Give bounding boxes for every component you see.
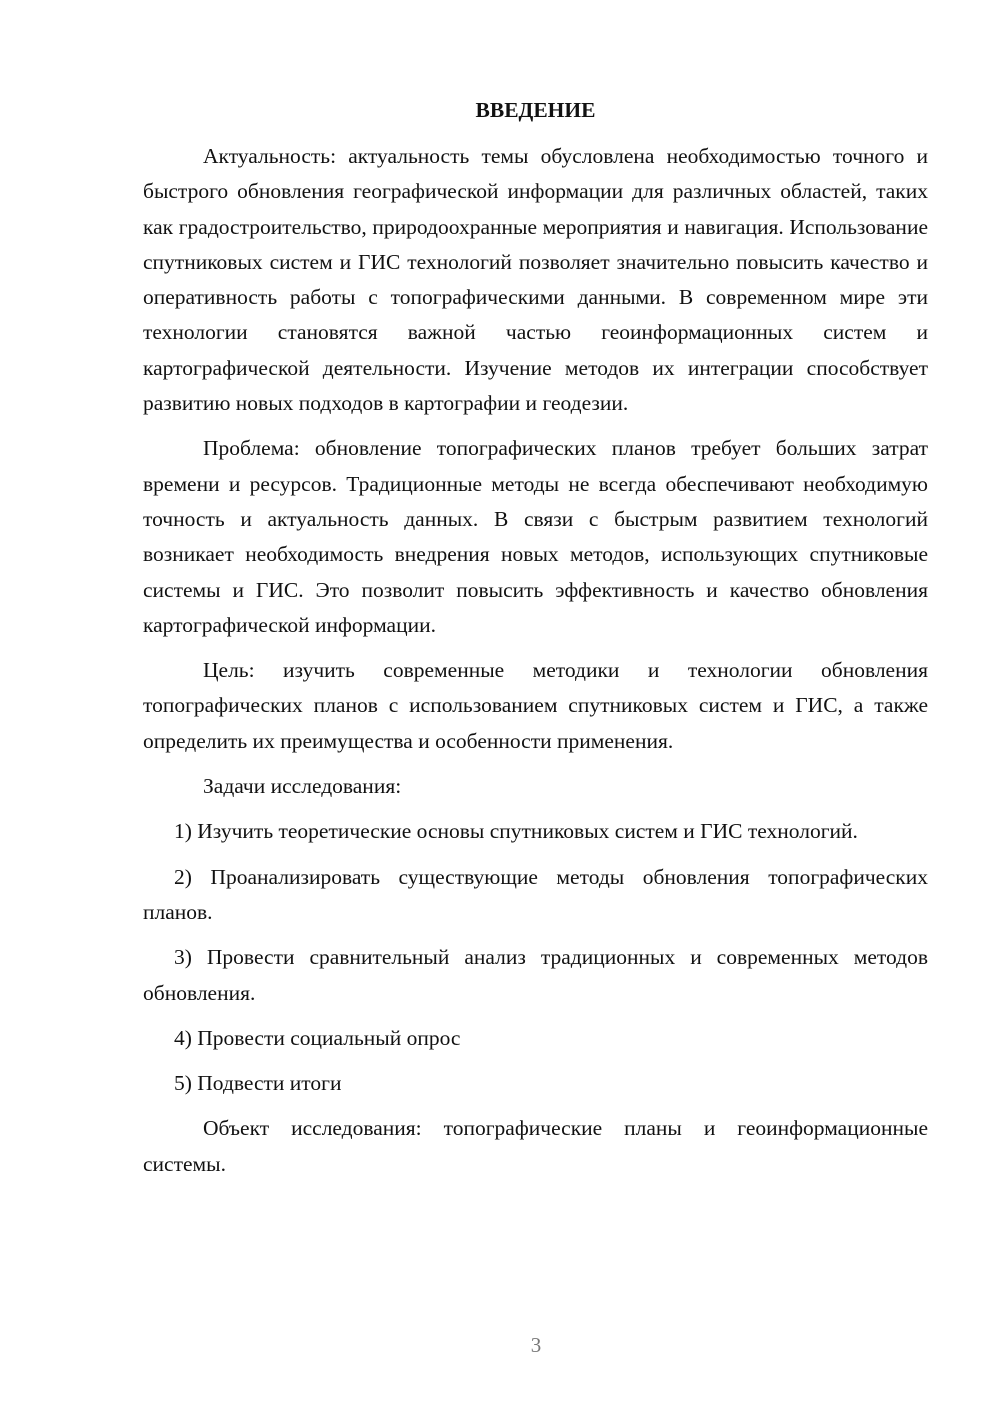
- list-item-task-2: 2) Проанализировать существующие методы обновления топографических планов.: [143, 864, 928, 924]
- tasks-heading: Задачи исследования:: [203, 774, 402, 799]
- section-heading: ВВЕДЕНИЕ: [475, 98, 596, 122]
- document-body: [143, 93, 928, 1192]
- paragraph-goal: Цель: изучить современные методики и технологии обновления топографических планов с использованием спутниковых систем и ГИС, а также определить их преимущества и особенности применения.: [143, 658, 928, 753]
- paragraph-relevance: Актуальность: актуальность темы обусловлена необходимостью точного и быстрого обновления географической информации для различных областей, таких как градостроительство, природоохранные мероприятия и навигация. Использование спутниковых систем и ГИС технологий позволяет значительно повысить качество и оперативность работы с топографическими данными. В современном мире эти технологии становятся важной частью геоинформационных систем и картографической деятельности. Изучение методов их интеграции способствует развитию новых подходов в картографии и геодезии.: [143, 144, 928, 416]
- list-item-task-3: 3) Провести сравнительный анализ традиционных и современных методов обновления.: [143, 945, 928, 1005]
- list-item-task-1: 1) Изучить теоретические основы спутниковых систем и ГИС технологий.: [174, 819, 858, 844]
- paragraph-object: Объект исследования: топографические планы и геоинформационные системы.: [143, 1116, 928, 1176]
- paragraph-problem: Проблема: обновление топографических планов требует больших затрат времени и ресурсов. Традиционные методы не всегда обеспечивают необходимую точность и актуальность данных. В связи с быстрым развитием технологий возникает необходимость внедрения новых методов, использующих спутниковые системы и ГИС. Это позволит повысить эффективность и качество обновления картографической информации.: [143, 436, 928, 637]
- page-number: 3: [530, 1333, 542, 1357]
- list-item-task-5: 5) Подвести итоги: [174, 1071, 342, 1096]
- list-item-task-4: 4) Провести социальный опрос: [174, 1025, 461, 1050]
